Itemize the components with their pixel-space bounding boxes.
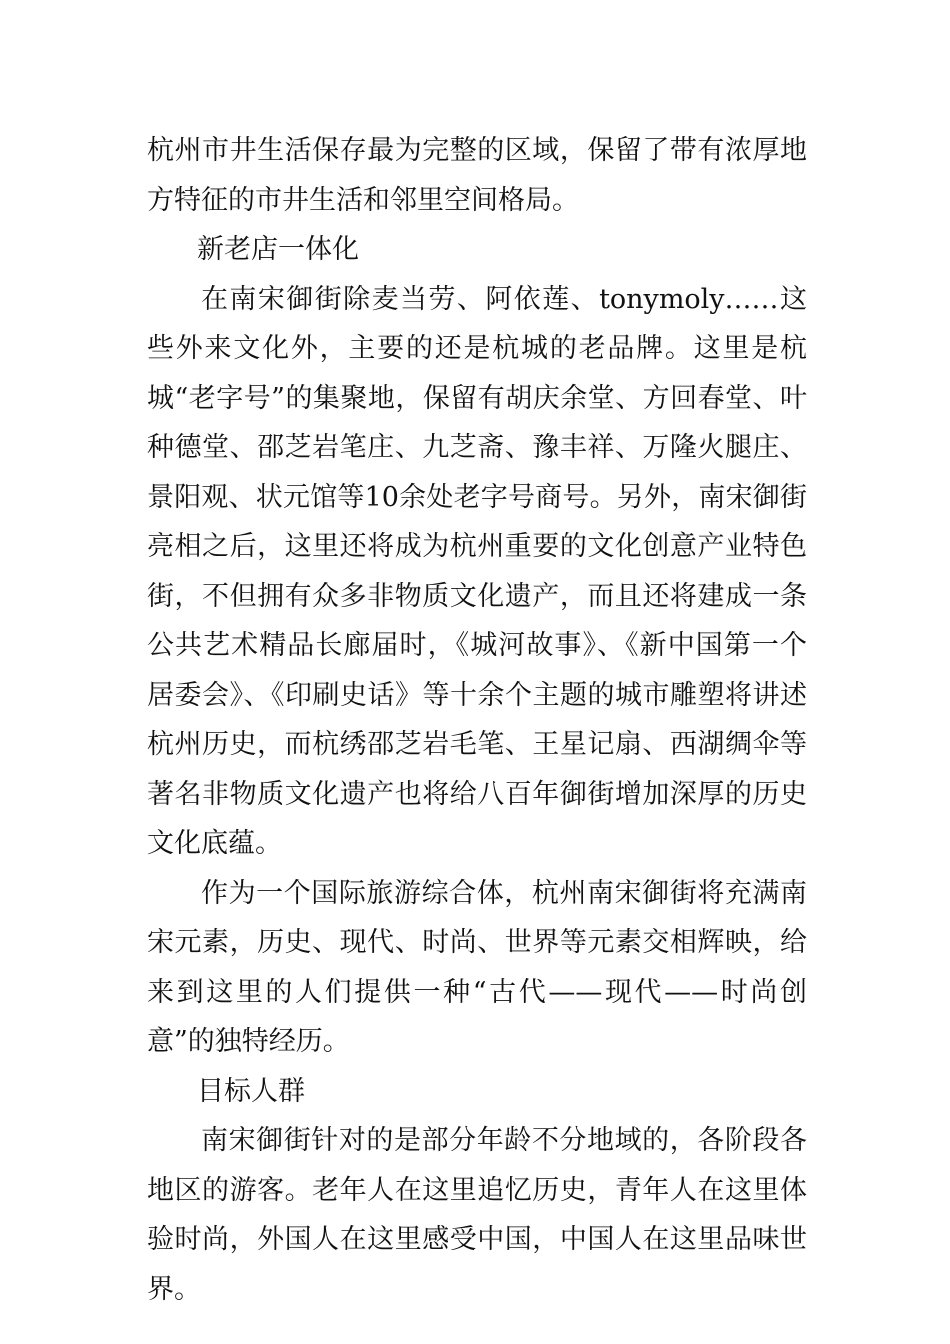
section-heading-new-old-stores: 新老店一体化 bbox=[197, 234, 359, 265]
paragraph-continuation: 杭州市井生活保存最为完整的区域，保留了带有浓厚地方特征的市井生活和邻里空间格局。 bbox=[147, 135, 807, 216]
document-body bbox=[147, 126, 807, 1314]
section-heading-target-audience: 目标人群 bbox=[197, 1075, 305, 1107]
paragraph-tourism-complex: 作为一个国际旅游综合体，杭州南宋御街将充满南宋元素，历史、现代、时尚、世界等元素交相辉映，给来到这里的人们提供一种“古代——现代——时尚创意”的独特经历。 bbox=[147, 877, 807, 1057]
paragraph-target-audience: 南宋御街针对的是部分年龄不分地域的，各阶段各地区的游客。老年人在这里追忆历史，青年人在这里体验时尚，外国人在这里感受中国，中国人在这里品味世界。 bbox=[147, 1125, 807, 1305]
paragraph-old-brands: 在南宋御街除麦当劳、阿依莲、tonymoly……这些外来文化外，主要的还是杭城的老品牌。这里是杭城“老字号”的集聚地，保留有胡庆余堂、方回春堂、叶种德堂、邵芝岩笔庄、九芝斋、豫丰祥、万隆火腿庄、景阳观、状元馆等10余处老字号商号。另外，南宋御街亮相之后，这里还将成为杭州重要的文化创意产业特色街，不但拥有众多非物质文化遗产，而且还将建成一条公共艺术精品长廊届时，《城河故事》、《新中国第一个居委会》、《印刷史话》等十余个主题的城市雕塑将讲述杭州历史，而杭绣邵芝岩毛笔、王星记扇、西湖绸伞等著名非物质文化遗产也将给八百年御街增加深厚的历史文化底蕴。 bbox=[147, 283, 807, 859]
